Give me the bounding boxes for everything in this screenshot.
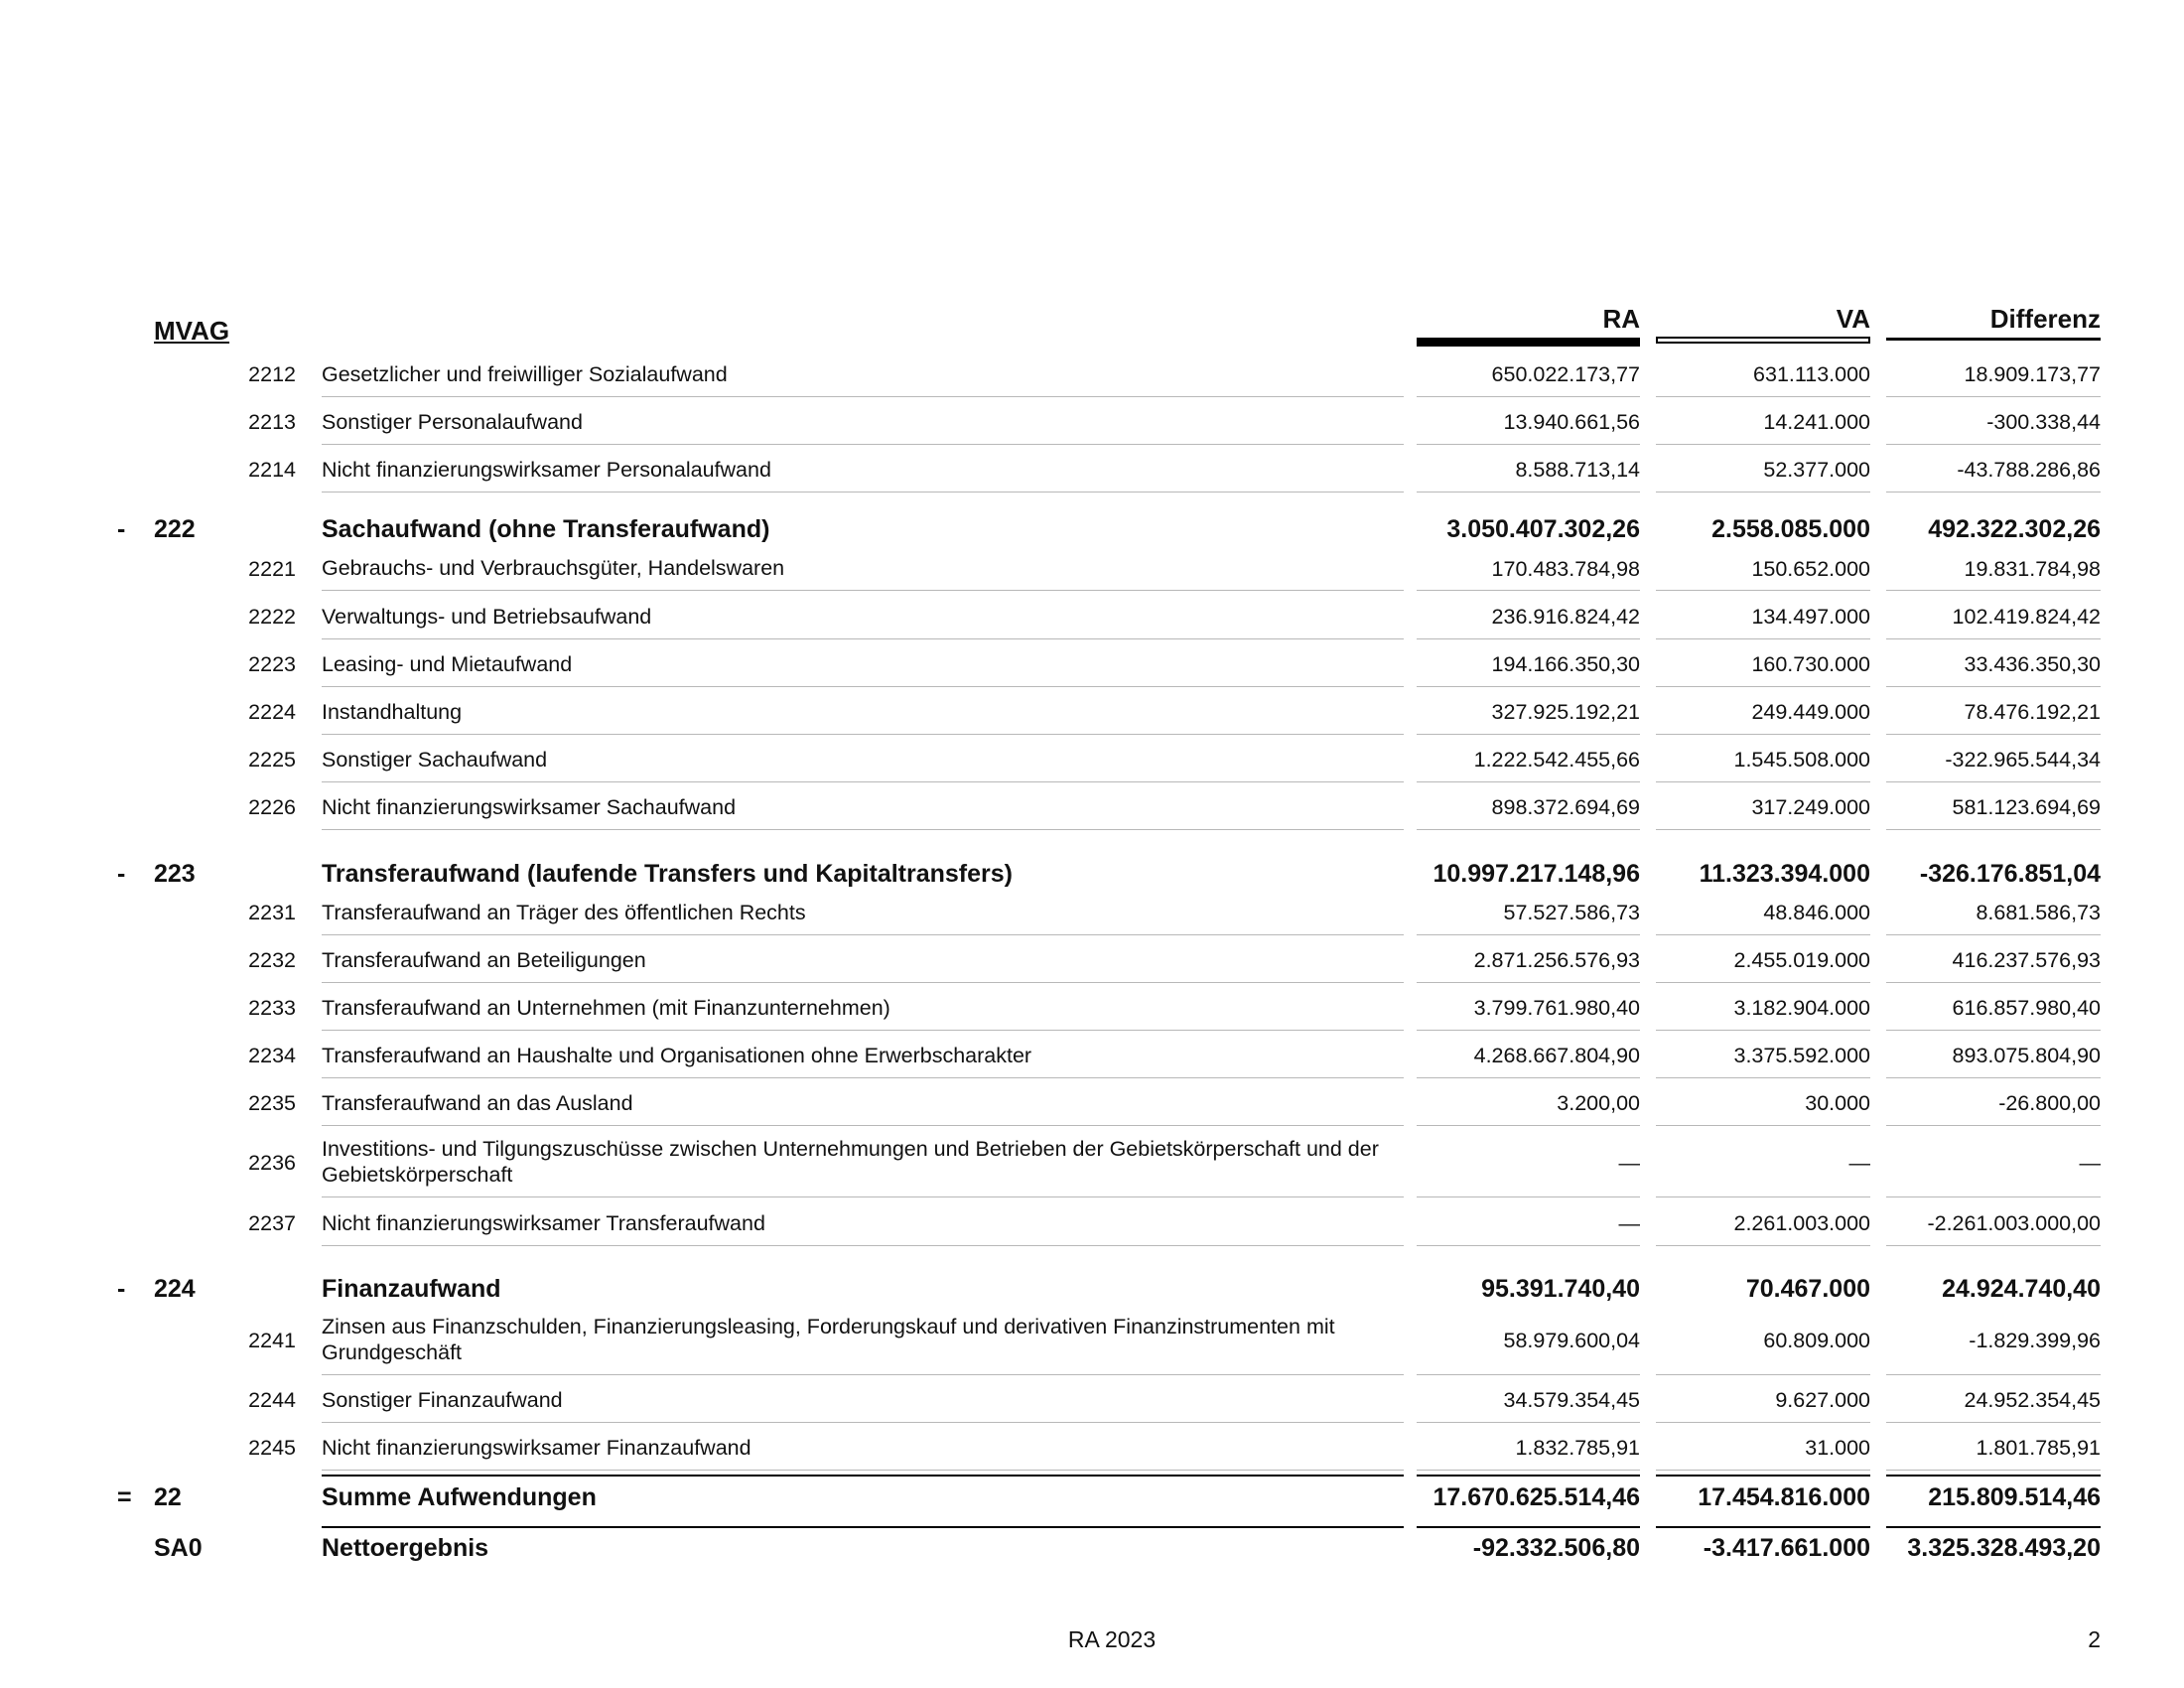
- row-divider: [1886, 1077, 2101, 1078]
- row-divider: [1417, 1196, 1640, 1197]
- row-divider: [1886, 590, 2101, 591]
- row-divider: [322, 1077, 1404, 1078]
- row-divider: [1417, 444, 1640, 445]
- row-label: Sonstiger Personalaufwand: [322, 409, 583, 434]
- va-value: 31.000: [1805, 1436, 1870, 1460]
- ra-value: 2.871.256.576,93: [1473, 948, 1640, 972]
- row-divider: [1417, 1470, 1640, 1471]
- va-value: 249.449.000: [1751, 700, 1870, 724]
- row-label: Nicht finanzierungswirksamer Sachaufwand: [322, 794, 737, 819]
- row-divider: [322, 781, 1404, 782]
- total-rule: [1417, 1475, 1640, 1477]
- differenz-value: 492.322.302,26: [1928, 514, 2101, 543]
- va-value: 48.846.000: [1763, 901, 1870, 924]
- va-value: 2.455.019.000: [1733, 948, 1870, 972]
- table-row: [0, 642, 2184, 687]
- row-divider: [322, 1470, 1404, 1471]
- ra-value: 34.579.354,45: [1503, 1388, 1640, 1412]
- differenz-value: -322.965.544,34: [1945, 748, 2101, 772]
- row-divider: [1886, 1245, 2101, 1246]
- column-header-differenz: Differenz: [1989, 304, 2101, 334]
- ra-value: 8.588.713,14: [1515, 458, 1640, 482]
- va-value: 9.627.000: [1775, 1388, 1870, 1412]
- account-code: 2225: [248, 748, 296, 772]
- va-value: 317.249.000: [1751, 795, 1870, 819]
- table-row: [0, 938, 2184, 983]
- ra-value: 194.166.350,30: [1491, 652, 1640, 676]
- differenz-value: 8.681.586,73: [1976, 901, 2101, 924]
- account-code: 2234: [248, 1044, 296, 1067]
- row-label: Sonstiger Finanzaufwand: [322, 1387, 563, 1412]
- differenz-value: 102.419.824,42: [1952, 605, 2101, 629]
- row-divider: [322, 1125, 1404, 1126]
- row-divider: [322, 396, 1404, 397]
- row-divider: [1417, 638, 1640, 639]
- va-value: 1.545.508.000: [1733, 748, 1870, 772]
- row-divider: [1417, 1422, 1640, 1423]
- account-code: 2223: [248, 652, 296, 676]
- row-divider: [1886, 444, 2101, 445]
- va-value: 60.809.000: [1763, 1328, 1870, 1352]
- ra-value: 3.050.407.302,26: [1446, 514, 1640, 543]
- column-header-ra: RA: [1602, 304, 1640, 334]
- row-divider: [1656, 396, 1870, 397]
- differenz-value: 24.924.740,40: [1942, 1274, 2101, 1303]
- row-divider: [1417, 1077, 1640, 1078]
- row-label: Transferaufwand (laufende Transfers und Kapitaltransfers): [322, 859, 1013, 888]
- va-value: 3.375.592.000: [1733, 1044, 1870, 1067]
- row-label: Transferaufwand an das Ausland: [322, 1090, 633, 1115]
- row-divider: [1417, 1030, 1640, 1031]
- row-divider: [1656, 686, 1870, 687]
- row-sign: -: [117, 859, 126, 888]
- ra-value: 170.483.784,98: [1491, 556, 1640, 581]
- differenz-value: 24.952.354,45: [1964, 1388, 2101, 1412]
- row-divider: [1886, 638, 2101, 639]
- row-sign: -: [117, 1274, 126, 1303]
- row-label: Sonstiger Sachaufwand: [322, 747, 548, 772]
- row-divider: [322, 1374, 1404, 1375]
- row-label: Transferaufwand an Unternehmen (mit Finanzunternehmen): [322, 995, 890, 1020]
- row-divider: [1886, 734, 2101, 735]
- table-row: [0, 595, 2184, 639]
- row-divider: [1886, 1196, 2101, 1197]
- ra-value: 4.268.667.804,90: [1473, 1044, 1640, 1067]
- row-label: Investitions- und Tilgungszuschüsse zwischen Unternehmungen und Betrieben der Gebietskörperschaft und der Gebietskörperschaft: [322, 1137, 1379, 1187]
- ra-value: 1.222.542.455,66: [1473, 748, 1640, 772]
- account-code: 2226: [248, 795, 296, 819]
- column-header-va: VA: [1836, 304, 1870, 334]
- row-label: Transferaufwand an Beteiligungen: [322, 947, 646, 972]
- va-value: —: [1848, 1150, 1870, 1175]
- row-sign: [117, 1526, 137, 1570]
- group-row: [0, 507, 2184, 551]
- table-row: [0, 1128, 2184, 1197]
- ra-header-bar: [1417, 338, 1640, 347]
- row-divider: [1886, 934, 2101, 935]
- row-label: Leasing- und Mietaufwand: [322, 651, 573, 676]
- differenz-value: 616.857.980,40: [1952, 996, 2101, 1020]
- va-value: -3.417.661.000: [1703, 1533, 1870, 1562]
- row-divider: [1417, 934, 1640, 935]
- differenz-value: 416.237.576,93: [1952, 948, 2101, 972]
- va-value: 150.652.000: [1751, 556, 1870, 581]
- row-divider: [1656, 638, 1870, 639]
- account-code: 2233: [248, 996, 296, 1020]
- row-divider: [1886, 1422, 2101, 1423]
- group-code: 222: [154, 514, 196, 543]
- row-divider: [322, 1422, 1404, 1423]
- row-divider: [1886, 1125, 2101, 1126]
- ra-value: 898.372.694,69: [1491, 795, 1640, 819]
- account-code: 2244: [248, 1388, 296, 1412]
- group-row: [0, 1267, 2184, 1311]
- differenz-value: 1.801.785,91: [1976, 1436, 2101, 1460]
- ra-value: —: [1618, 1211, 1640, 1235]
- ra-value: 650.022.173,77: [1491, 362, 1640, 386]
- table-row: [0, 1426, 2184, 1471]
- row-divider: [1886, 396, 2101, 397]
- ra-value: 327.925.192,21: [1491, 700, 1640, 724]
- row-divider: [1417, 781, 1640, 782]
- row-divider: [1417, 686, 1640, 687]
- row-divider: [1656, 1470, 1870, 1471]
- row-sign: -: [117, 514, 126, 543]
- table-row: [0, 690, 2184, 735]
- ra-value: 57.527.586,73: [1503, 901, 1640, 924]
- account-code: 2213: [248, 410, 296, 434]
- row-label: Gesetzlicher und freiwilliger Sozialaufwand: [322, 361, 728, 386]
- row-divider: [1417, 734, 1640, 735]
- row-divider: [1417, 829, 1640, 830]
- row-divider: [1886, 686, 2101, 687]
- account-code: 2236: [248, 1150, 296, 1175]
- group-code: SA0: [154, 1533, 203, 1562]
- va-value: 30.000: [1805, 1091, 1870, 1115]
- table-row: [0, 448, 2184, 492]
- row-divider: [1417, 982, 1640, 983]
- row-divider: [1886, 829, 2101, 830]
- row-divider: [1886, 1470, 2101, 1471]
- row-label: Summe Aufwendungen: [322, 1482, 597, 1511]
- row-label: Transferaufwand an Träger des öffentlichen Rechts: [322, 900, 806, 924]
- va-value: 134.497.000: [1751, 605, 1870, 629]
- total-row: [0, 1526, 2184, 1570]
- row-label: Nicht finanzierungswirksamer Personalaufwand: [322, 457, 771, 482]
- ra-value: 17.670.625.514,46: [1433, 1482, 1640, 1511]
- table-row: [0, 1081, 2184, 1126]
- row-divider: [1656, 1245, 1870, 1246]
- row-label: Transferaufwand an Haushalte und Organisationen ohne Erwerbscharakter: [322, 1043, 1032, 1067]
- ra-value: 1.832.785,91: [1515, 1436, 1640, 1460]
- row-divider: [322, 1196, 1404, 1197]
- row-divider: [1417, 1245, 1640, 1246]
- va-header-bar: [1656, 337, 1870, 344]
- ra-value: 3.799.761.980,40: [1473, 996, 1640, 1020]
- va-value: 14.241.000: [1763, 410, 1870, 434]
- row-divider: [1417, 1374, 1640, 1375]
- ra-value: 3.200,00: [1557, 1091, 1640, 1115]
- account-code: 2237: [248, 1211, 296, 1235]
- row-label: Finanzaufwand: [322, 1274, 501, 1303]
- row-label: Nicht finanzierungswirksamer Transferaufwand: [322, 1210, 765, 1235]
- differenz-value: 33.436.350,30: [1964, 652, 2101, 676]
- row-divider: [1886, 781, 2101, 782]
- row-divider: [1656, 1196, 1870, 1197]
- account-code: 2221: [248, 556, 296, 581]
- row-divider: [1656, 1422, 1870, 1423]
- account-code: 2224: [248, 700, 296, 724]
- differenz-value: -2.261.003.000,00: [1927, 1211, 2101, 1235]
- row-label: Verwaltungs- und Betriebsaufwand: [322, 604, 652, 629]
- va-value: 17.454.816.000: [1698, 1482, 1870, 1511]
- table-row: [0, 1201, 2184, 1246]
- differenz-value: 78.476.192,21: [1964, 700, 2101, 724]
- row-divider: [322, 829, 1404, 830]
- row-label: Instandhaltung: [322, 699, 463, 724]
- differenz-value: -26.800,00: [1998, 1091, 2101, 1115]
- row-divider: [322, 734, 1404, 735]
- differenz-value: 581.123.694,69: [1952, 795, 2101, 819]
- va-value: 3.182.904.000: [1733, 996, 1870, 1020]
- group-code: 223: [154, 859, 196, 888]
- row-divider: [1656, 934, 1870, 935]
- group-row: [0, 852, 2184, 896]
- row-divider: [1656, 1030, 1870, 1031]
- table-row: [0, 738, 2184, 782]
- row-divider: [1886, 982, 2101, 983]
- row-divider: [1656, 590, 1870, 591]
- row-label: Nettoergebnis: [322, 1533, 489, 1562]
- total-rule: [1656, 1526, 1870, 1528]
- account-code: 2214: [248, 458, 296, 482]
- total-rule: [322, 1526, 1404, 1528]
- table-row: [0, 785, 2184, 830]
- ra-value: 58.979.600,04: [1503, 1328, 1640, 1352]
- total-rule: [1886, 1475, 2101, 1477]
- row-sign: =: [117, 1482, 132, 1511]
- account-code: 2231: [248, 901, 296, 924]
- row-divider: [1656, 1374, 1870, 1375]
- row-divider: [1656, 982, 1870, 983]
- ra-value: -92.332.506,80: [1472, 1533, 1640, 1562]
- account-code: 2222: [248, 605, 296, 629]
- table-row: [0, 1034, 2184, 1078]
- row-divider: [322, 1030, 1404, 1031]
- row-divider: [322, 934, 1404, 935]
- row-divider: [322, 444, 1404, 445]
- va-value: 2.558.085.000: [1711, 514, 1870, 543]
- differenz-value: 19.831.784,98: [1964, 556, 2101, 581]
- page-number: 2: [2088, 1626, 2101, 1652]
- row-divider: [1656, 444, 1870, 445]
- table-row: [0, 400, 2184, 445]
- ra-value: —: [1618, 1150, 1640, 1175]
- row-divider: [1656, 1125, 1870, 1126]
- va-value: 631.113.000: [1753, 362, 1870, 386]
- total-rule: [322, 1475, 1404, 1477]
- row-divider: [1656, 1077, 1870, 1078]
- group-code: 22: [154, 1482, 182, 1511]
- table-row: [0, 1378, 2184, 1423]
- row-divider: [1886, 1030, 2101, 1031]
- account-code: 2212: [248, 362, 296, 386]
- va-value: 52.377.000: [1763, 458, 1870, 482]
- va-value: 160.730.000: [1751, 652, 1870, 676]
- ra-value: 13.940.661,56: [1503, 410, 1640, 434]
- account-code: 2241: [248, 1328, 296, 1352]
- footer-title: RA 2023: [1067, 1626, 1157, 1652]
- table-row: [0, 352, 2184, 397]
- row-label: Sachaufwand (ohne Transferaufwand): [322, 514, 770, 543]
- ra-value: 95.391.740,40: [1481, 1274, 1640, 1303]
- row-divider: [322, 590, 1404, 591]
- row-divider: [322, 1245, 1404, 1246]
- differenz-value: 215.809.514,46: [1928, 1482, 2101, 1511]
- row-divider: [1417, 396, 1640, 397]
- table-row: [0, 547, 2184, 591]
- account-code: 2245: [248, 1436, 296, 1460]
- row-divider: [322, 982, 1404, 983]
- ra-value: 10.997.217.148,96: [1433, 859, 1640, 888]
- differenz-value: -326.176.851,04: [1919, 859, 2101, 888]
- differenz-header-bar: [1886, 338, 2101, 341]
- va-value: 2.261.003.000: [1733, 1211, 1870, 1235]
- total-rule: [1417, 1526, 1640, 1528]
- column-header-mvag: MVAG: [154, 316, 230, 346]
- differenz-value: -43.788.286,86: [1957, 458, 2101, 482]
- table-row: [0, 986, 2184, 1031]
- total-row: [0, 1475, 2184, 1520]
- row-divider: [1656, 829, 1870, 830]
- row-label: Nicht finanzierungswirksamer Finanzaufwand: [322, 1435, 751, 1460]
- account-code: 2232: [248, 948, 296, 972]
- table-row: [0, 1306, 2184, 1375]
- row-divider: [322, 686, 1404, 687]
- row-divider: [322, 638, 1404, 639]
- differenz-value: -1.829.399,96: [1969, 1328, 2101, 1352]
- va-value: 11.323.394.000: [1699, 859, 1870, 888]
- total-rule: [1886, 1526, 2101, 1528]
- differenz-value: 3.325.328.493,20: [1907, 1533, 2101, 1562]
- row-label: Gebrauchs- und Verbrauchsgüter, Handelswaren: [322, 556, 785, 581]
- row-divider: [1656, 781, 1870, 782]
- differenz-value: —: [2079, 1150, 2101, 1175]
- total-rule: [1656, 1475, 1870, 1477]
- row-divider: [1417, 590, 1640, 591]
- row-divider: [1886, 1374, 2101, 1375]
- differenz-value: 893.075.804,90: [1952, 1044, 2101, 1067]
- ra-value: 236.916.824,42: [1491, 605, 1640, 629]
- account-code: 2235: [248, 1091, 296, 1115]
- row-label: Zinsen aus Finanzschulden, Finanzierungsleasing, Forderungskauf und derivativen Finanzinstrumenten mit Grundgeschäft: [322, 1315, 1335, 1364]
- table-row: [0, 891, 2184, 935]
- differenz-value: 18.909.173,77: [1964, 362, 2101, 386]
- differenz-value: -300.338,44: [1986, 410, 2101, 434]
- group-code: 224: [154, 1274, 196, 1303]
- va-value: 70.467.000: [1745, 1274, 1870, 1303]
- row-divider: [1656, 734, 1870, 735]
- row-divider: [1417, 1125, 1640, 1126]
